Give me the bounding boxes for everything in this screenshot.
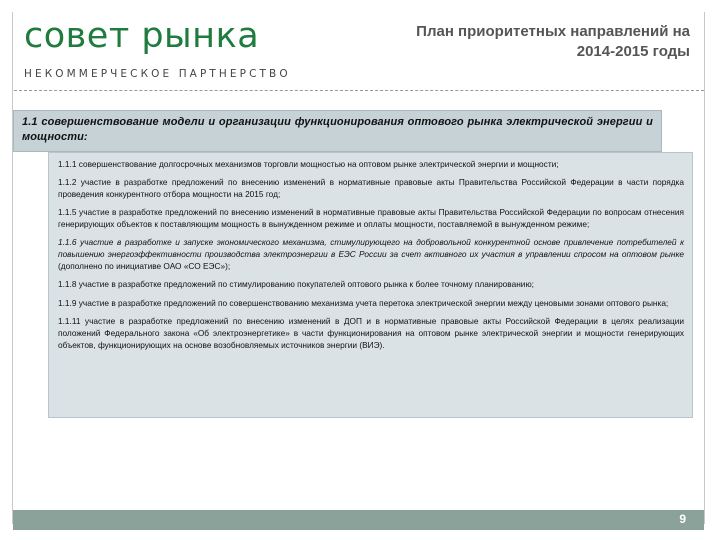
list-item [58,207,684,231]
item-text: 1.1.9 участие в разработке предложений по совершенствованию механизма учета перетока электрической энергии между ценовыми зонами оптового рынка; [58,297,669,308]
items-list-box [48,152,693,418]
slide-title: План приоритетных направлений на 2014-2015 годы [416,23,690,60]
item-text: 1.1.2 участие в разработке предложений по внесению изменений в нормативные правовые акты Правительства Российской Федерации в части порядка проведения конкурентного отбора мощности на 2015 год; [58,177,684,200]
list-item [58,159,684,171]
right-border-line [704,12,705,524]
list-item [58,298,684,310]
list-item [58,316,684,351]
item-text: (дополнено по инициативе ОАО «СО ЕЭС»); [58,261,231,272]
item-text: 1.1.1 совершенствование долгосрочных механизмов торговли мощностью на оптовом рынке электрической энергии и мощности; [58,159,559,169]
list-item [58,237,684,272]
logo-title: совет рынка [24,16,260,56]
header-divider [14,90,704,91]
item-text: 1.1.8 участие в разработке предложений по стимулированию покупателей оптового рынка к более точному планированию; [58,279,534,290]
list-item [58,279,684,291]
page-number: 9 [679,512,686,526]
left-border-line [12,12,13,524]
logo-subtitle: НЕКОММЕРЧЕСКОЕ ПАРТНЕРСТВО [24,68,291,80]
section-heading-box [13,110,662,152]
item-text: 1.1.5 участие в разработке предложений по внесению изменений в нормативные правовые акты Правительства Российской Федерации по вопросам отнесения генерирующих объектов к поставляющим мощность в вынужденном режиме и оплаты мощности, поставляемой в вынужденном режиме; [58,207,684,230]
section-title: 1.1 совершенствование модели и организации функционирования оптового рынка электрической энергии и мощности: [22,116,653,143]
footer-bar [13,510,704,530]
list-item [58,177,684,201]
item-italic-text: 1.1.6 участие в разработке и запуске экономического механизма, стимулирующего на добровольной конкурентной основе привлечение потребителей к повышению энергоэффективности производства электроэнергии в ЕЭС России за счет активного их участия в управлении спросом на оптовом рынке [58,237,684,260]
item-text: 1.1.11 участие в разработке предложений по внесению изменений в ДОП и в нормативные правовые акты Российской Федерации в целях реализации положений Федерального закона «Об электроэнергетике» в части функционирования на оптовом рынке электрической энергии и мощности генерирующих объектов, функционирующих на основе возобновляемых источников энергии (ВИЭ). [58,315,684,350]
